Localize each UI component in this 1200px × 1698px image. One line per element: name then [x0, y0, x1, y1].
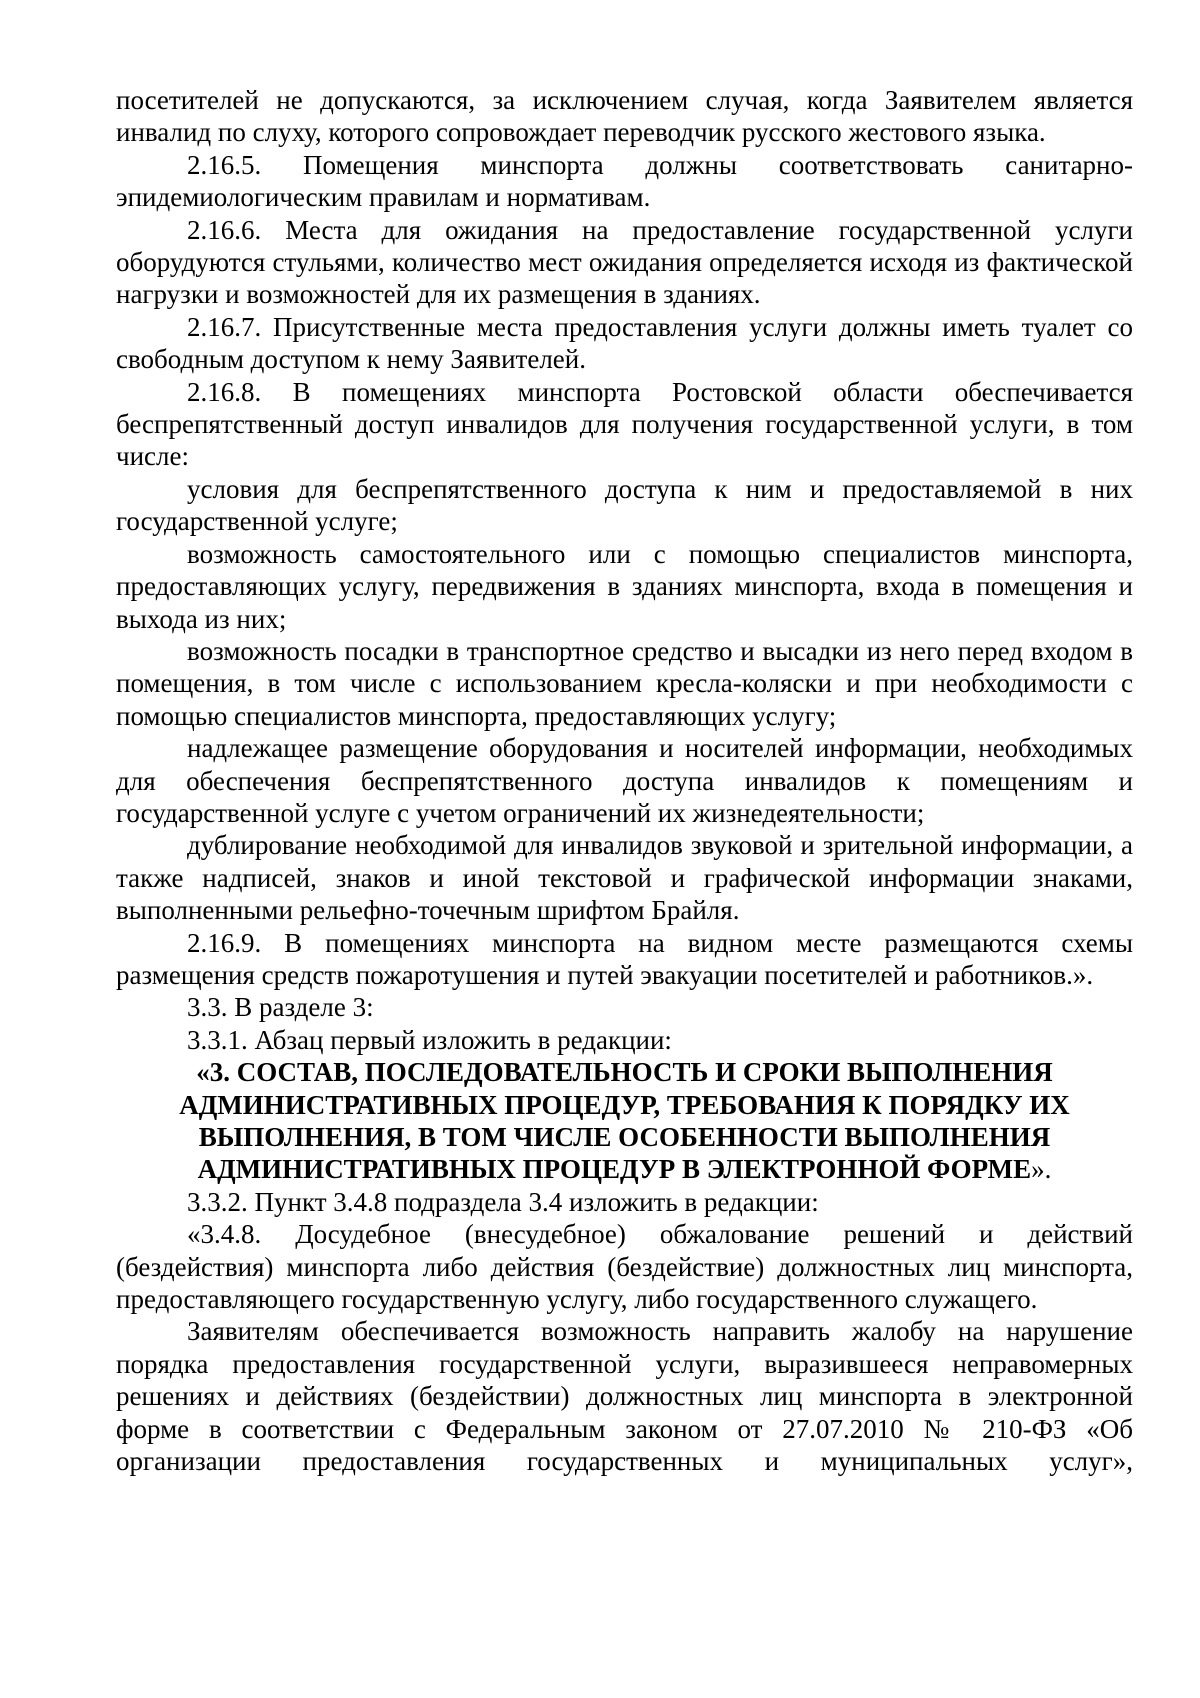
paragraph-3-3-1: 3.3.1. Абзац первый изложить в редакции: [187, 1024, 672, 1055]
section-heading [116, 1056, 1133, 1186]
paragraph-2-16-9: 2.16.9. В помещениях минспорта на видном месте размещаются схемы размещения средств пожаротушения и путей эвакуации посетителей и работников.». [116, 927, 1133, 990]
paragraph-2-16-5: 2.16.5. Помещения минспорта должны соответствовать санитарно-эпидемиологическим правилам и нормативам. [116, 149, 1133, 213]
paragraph-zayavitelyam: Заявителям обеспечивается возможность направить жалобу на нарушение порядка предоставления государственной услуги, выразившееся неправомерных решениях и действиях (бездействии) должностных лиц минспорта в электронной форме в соответствии с Федеральным законом от 27.07.2010 № 210-ФЗ «Об организации предоставления государственных и муниципальных услуг», [116, 1316, 1133, 1477]
paragraph-2-16-6: 2.16.6. Места для ожидания на предоставление государственной услуги оборудуются стульями, количество мест ожидания определяется исходя из фактической нагрузки и возможностей для их размещения в зданиях. [116, 214, 1133, 310]
paragraph-3-3: 3.3. В разделе 3: [187, 992, 374, 1023]
paragraph-dublirovanie: дублирование необходимой для инвалидов звуковой и зрительной информации, а также надписей, знаков и иной текстовой и графической информации знаками, выполненными рельефно-точечным шрифтом Брайля. [116, 830, 1133, 926]
paragraph-vozmozhnost-2: возможность посадки в транспортное средство и высадки из него перед входом в помещения, в том числе с использованием кресла-коляски и при необходимости с помощью специалистов минспорта, предоставляющих услугу; [116, 635, 1133, 731]
paragraph-3-3-2: 3.3.2. Пункт 3.4.8 подраздела 3.4 изложить в редакции: [187, 1186, 819, 1217]
paragraph-vozmozhnost-1: возможность самостоятельного или с помощью специалистов минспорта, предоставляющих услугу, передвижения в зданиях минспорта, входа в помещения и выхода из них; [116, 538, 1133, 634]
paragraph-usloviya: условия для беспрепятственного доступа к ним и предоставляемой в них государственной услуге; [116, 473, 1133, 537]
section-heading-text: «3. СОСТАВ, ПОСЛЕДОВАТЕЛЬНОСТЬ И СРОКИ ВЫПОЛНЕНИЯ АДМИНИСТРАТИВНЫХ ПРОЦЕДУР, ТРЕБОВАНИЯ К ПОРЯДКУ ИХ ВЫПОЛНЕНИЯ, В ТОМ ЧИСЛЕ ОСОБЕННОСТИ ВЫПОЛНЕНИЯ АДМИНИСТРАТИВНЫХ ПРОЦЕДУР В ЭЛЕКТРОННОЙ ФОРМЕ [179, 1057, 1070, 1185]
paragraph-2-16-7: 2.16.7. Присутственные места предоставления услуги должны иметь туалет со свободным доступом к нему Заявителей. [116, 311, 1133, 375]
paragraph-nadlezhashchee: надлежащее размещение оборудования и носителей информации, необходимых для обеспечения беспрепятственного доступа инвалидов к помещениям и государственной услуге с учетом ограничений их жизнедеятельности; [116, 733, 1133, 828]
paragraph-3-4-8: «3.4.8. Досудебное (внесудебное) обжалование решений и действий (бездействия) минспорта либо действия (бездействие) должностных лиц минспорта, предоставляющего государственную услугу, либо государственного служащего. [116, 1219, 1133, 1315]
paragraph-2-16-8: 2.16.8. В помещениях минспорта Ростовской области обеспечивается беспрепятственный доступ инвалидов для получения государственной услуги, в том числе: [116, 376, 1133, 472]
section-heading-tail: ». [1031, 1154, 1052, 1185]
paragraph-continuation: посетителей не допускаются, за исключением случая, когда Заявителем является инвалид по слуху, которого сопровождает переводчик русского жестового языка. [116, 85, 1133, 148]
